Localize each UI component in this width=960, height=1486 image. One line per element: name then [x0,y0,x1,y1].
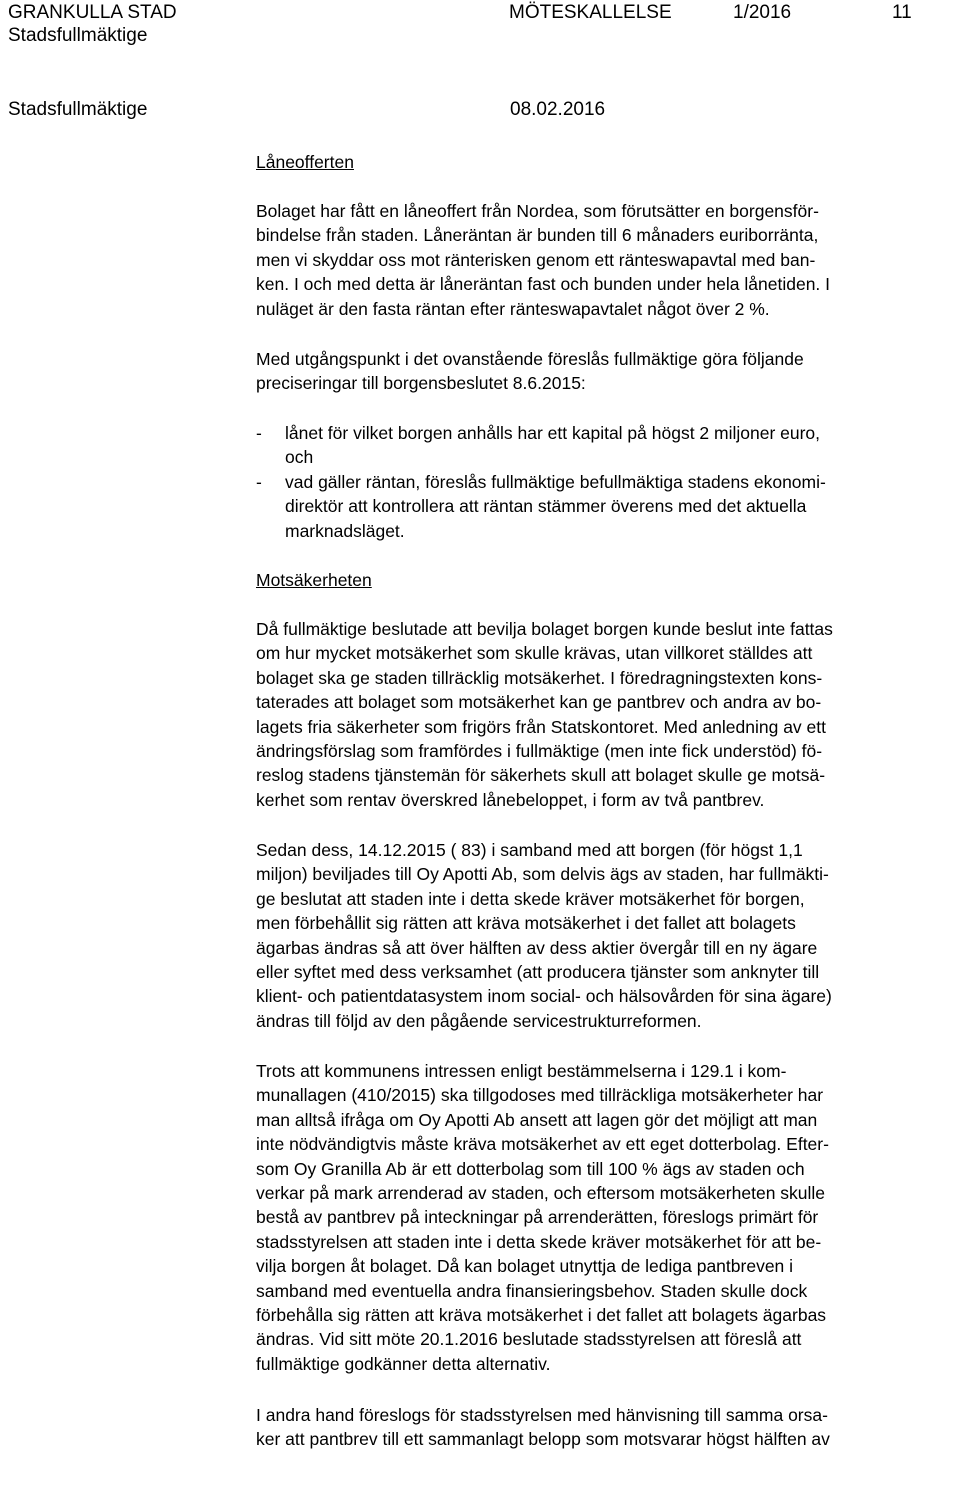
text-line: Sedan dess, 14.12.2015 ( 83) i samband med att borgen (för högst 1,1 [256,840,803,860]
text-line: inte nödvändigtvis måste kräva motsäkerhet av ett eget dotterbolag. Efter- [256,1134,829,1155]
text-line: direktör att kontrollera att räntan stämmer överens med det aktuella [285,496,807,517]
text-line: verkar på mark arrenderad av staden, och eftersom motsäkerheten skulle [256,1183,826,1204]
issue-number: 1/2016 [733,2,792,23]
text-line: Trots att kommunens intressen enligt bestämmelserna i 129.1 i kom- [256,1061,787,1081]
text-line: lagets fria säkerheter som frigörs från Statskontoret. Med anledning av ett [256,716,827,737]
text-line: ägarbas ändras så att över hälften av dess aktier övergår till en ny ägare [256,937,818,958]
text-line: ändras till följd av den pågående servicestrukturreformen. [256,1010,702,1031]
text-line: lånet för vilket borgen anhålls har ett kapital på högst 2 miljoner euro, [285,423,821,443]
paragraph-collateral-2 [256,838,956,1033]
paragraph-collateral-4 [256,1403,956,1452]
list-dash: - [256,472,262,492]
text-line: klient- och patientdatasystem inom social- och hälsovården för sina ägare) [256,986,832,1007]
text-line: man alltså ifråga om Oy Apotti Ab ansett att lagen gör det möjligt att man [256,1109,818,1130]
page-number: 11 [892,2,912,23]
paragraph-proposal [256,347,956,396]
text-line: eller syftet med dess verksamhet (att producera tjänster som anknyter till [256,962,820,983]
text-line: ker att pantbrev till ett sammanlagt belopp som motsvarar högst hälften av [256,1429,830,1450]
text-line: som Oy Granilla Ab är ett dotterbolag som till 100 % ägs av staden och [256,1158,805,1179]
list-dash: - [256,423,262,443]
text-line: bindelse från staden. Låneräntan är bunden till 6 månaders euriborränta, [256,225,819,246]
meeting-date: 08.02.2016 [510,99,606,120]
org-name: GRANKULLA STAD [8,2,177,23]
text-line: Då fullmäktige beslutade att bevilja bolaget borgen kunde beslut inte fattas [256,619,833,639]
paragraph-loan-offer [256,199,956,321]
text-line: ändras. Vid sitt möte 20.1.2016 beslutade stadsstyrelsen att föreslå att [256,1329,802,1350]
text-line: marknadsläget. [285,520,405,541]
text-line: om hur mycket motsäkerhet som skulle krävas, utan villkoret ställdes att [256,643,813,664]
paragraph-collateral-1 [256,617,956,812]
text-line: ge beslutat att staden inte i detta skede kräver motsäkerhet för borgen, [256,888,805,909]
meeting-body: Stadsfullmäktige [8,99,148,120]
text-line: bolaget ska ge staden tillräcklig motsäkerhet. I föredragningstexten kons- [256,667,823,688]
text-line: men vi skyddar oss mot ränterisken genom ett ränteswapavtal med ban- [256,249,816,270]
text-line: ändringsförslag som framfördes i fullmäktige (men inte fick understöd) fö- [256,741,823,762]
text-line: miljon) beviljades till Oy Apotti Ab, som delvis ägs av staden, har fullmäkti- [256,864,829,885]
text-line: vilja borgen åt bolaget. Då kan bolaget utnyttja de lediga pantbreven i [256,1256,794,1277]
text-line: och [285,447,314,468]
section-heading-loan-offer: Låneofferten [256,152,354,172]
section-heading-collateral: Motsäkerheten [256,570,372,590]
text-line: ken. I och med detta är låneräntan fast och bunden under hela lånetiden. I [256,274,831,295]
text-line: munallagen (410/2015) ska tillgodoses med tillräckliga motsäkerheter har [256,1085,824,1106]
text-line: taterades att bolaget som motsäkerhet kan ge pantbrev och andra av bo- [256,692,822,713]
text-line: Bolaget har fått en låneoffert från Nordea, som förutsätter en borgensför- [256,201,819,221]
text-line: nuläget är den fasta räntan efter ränteswapavtalet något över 2 %. [256,298,770,319]
body-name: Stadsfullmäktige [8,25,148,46]
text-line: I andra hand föreslogs för stadsstyrelsen med hänvisning till samma orsa- [256,1405,828,1425]
document-type: MÖTESKALLELSE [509,2,672,23]
text-line: men förbehållit sig rätten att kräva motsäkerhet i det fallet att bolagets [256,913,796,934]
text-line: kerhet som rentav överskred lånebeloppet, i form av två pantbrev. [256,789,765,810]
paragraph-collateral-3 [256,1059,956,1376]
text-line: förbehålla sig rätten att kräva motsäkerhet i det fallet att bolagets ägarbas [256,1305,827,1326]
text-line: preciseringar till borgensbeslutet 8.6.2015: [256,373,586,394]
text-line: Med utgångspunkt i det ovanstående föreslås fullmäktige göra följande [256,349,804,369]
text-line: bestå av pantbrev på inteckningar på arrenderätten, föreslogs primärt för [256,1207,819,1228]
text-line: fullmäktige godkänner detta alternativ. [256,1353,551,1374]
text-line: vad gäller räntan, föreslås fullmäktige befullmäktiga stadens ekonomi- [285,472,826,492]
text-line: reslog stadens tjänstemän för säkerhets skull att bolaget skulle ge motsä- [256,765,826,786]
text-line: samband med eventuella andra finansieringsbehov. Staden skulle dock [256,1280,808,1301]
text-line: stadsstyrelsen att staden inte i detta skede kräver motsäkerhet för att be- [256,1231,822,1252]
